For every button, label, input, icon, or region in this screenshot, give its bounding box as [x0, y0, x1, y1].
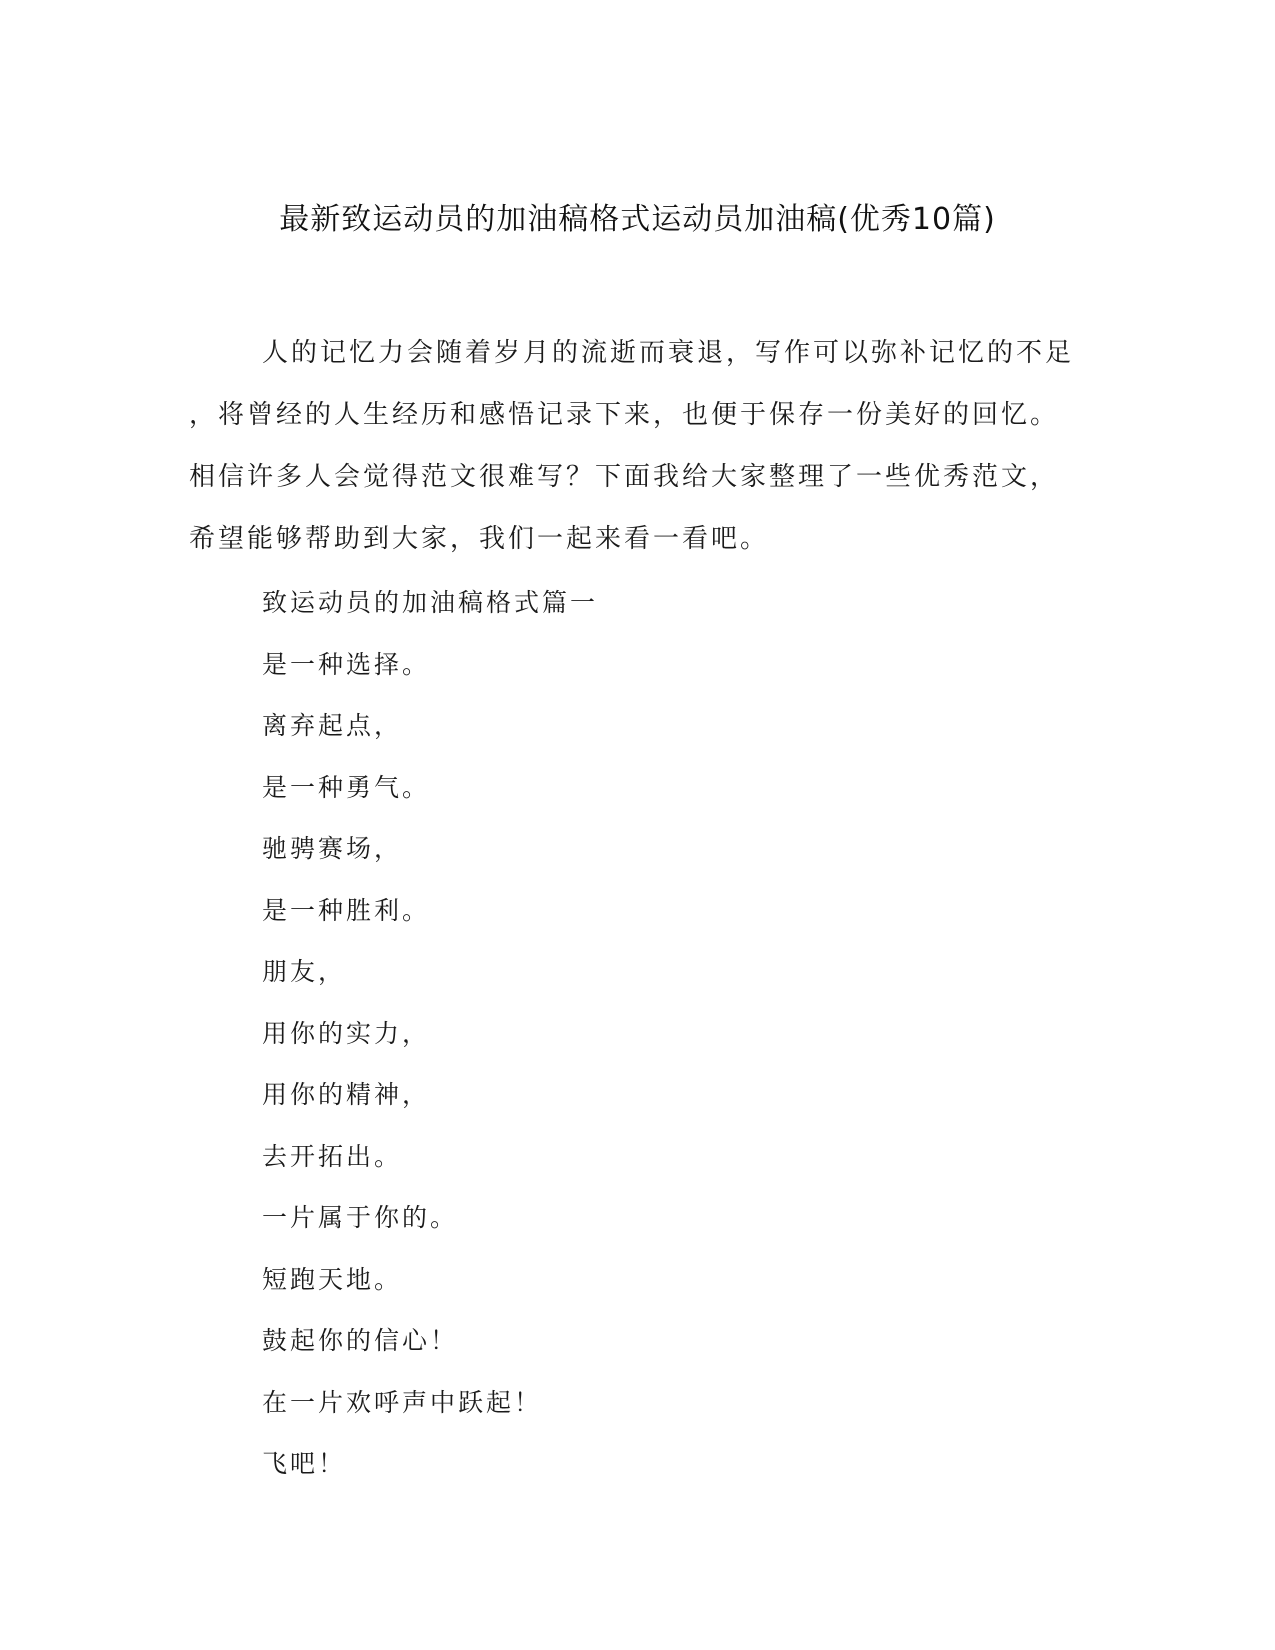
- intro-line: 相信许多人会觉得范文很难写？下面我给大家整理了一些优秀范文，: [189, 462, 1060, 492]
- document-title: 最新致运动员的加油稿格式运动员加油稿(优秀10篇): [279, 202, 996, 237]
- poem-line: 鼓起你的信心！: [262, 1326, 459, 1355]
- poem-line: 短跑天地。: [262, 1264, 403, 1294]
- poem-line: 是一种胜利。: [262, 895, 431, 925]
- poem-line: 飞吧！: [262, 1449, 347, 1478]
- intro-paragraph: [189, 322, 1089, 570]
- poem-line: 去开拓出。: [262, 1141, 403, 1171]
- poem-line: 离弃起点，: [262, 711, 403, 740]
- poem-line: 在一片欢呼声中跃起！: [262, 1387, 543, 1417]
- poem-line: 驰骋赛场，: [262, 834, 403, 863]
- intro-line: 希望能够帮助到大家，我们一起来看一看吧。: [189, 524, 770, 554]
- poem-line: 一片属于你的。: [262, 1203, 459, 1232]
- poem-line: 用你的实力，: [262, 1018, 431, 1048]
- poem-section: [262, 572, 1062, 1495]
- poem-line: 用你的精神，: [262, 1080, 431, 1109]
- intro-line: 人的记忆力会随着岁月的流逝而衰退，写作可以弥补记忆的不足: [262, 338, 1075, 368]
- section-heading: 致运动员的加油稿格式篇一: [262, 588, 599, 617]
- poem-line: 是一种选择。: [262, 649, 431, 679]
- intro-line: ，将曾经的人生经历和感悟记录下来，也便于保存一份美好的回忆。: [189, 400, 1060, 430]
- poem-line: 朋友，: [262, 957, 347, 986]
- poem-line: 是一种勇气。: [262, 772, 431, 802]
